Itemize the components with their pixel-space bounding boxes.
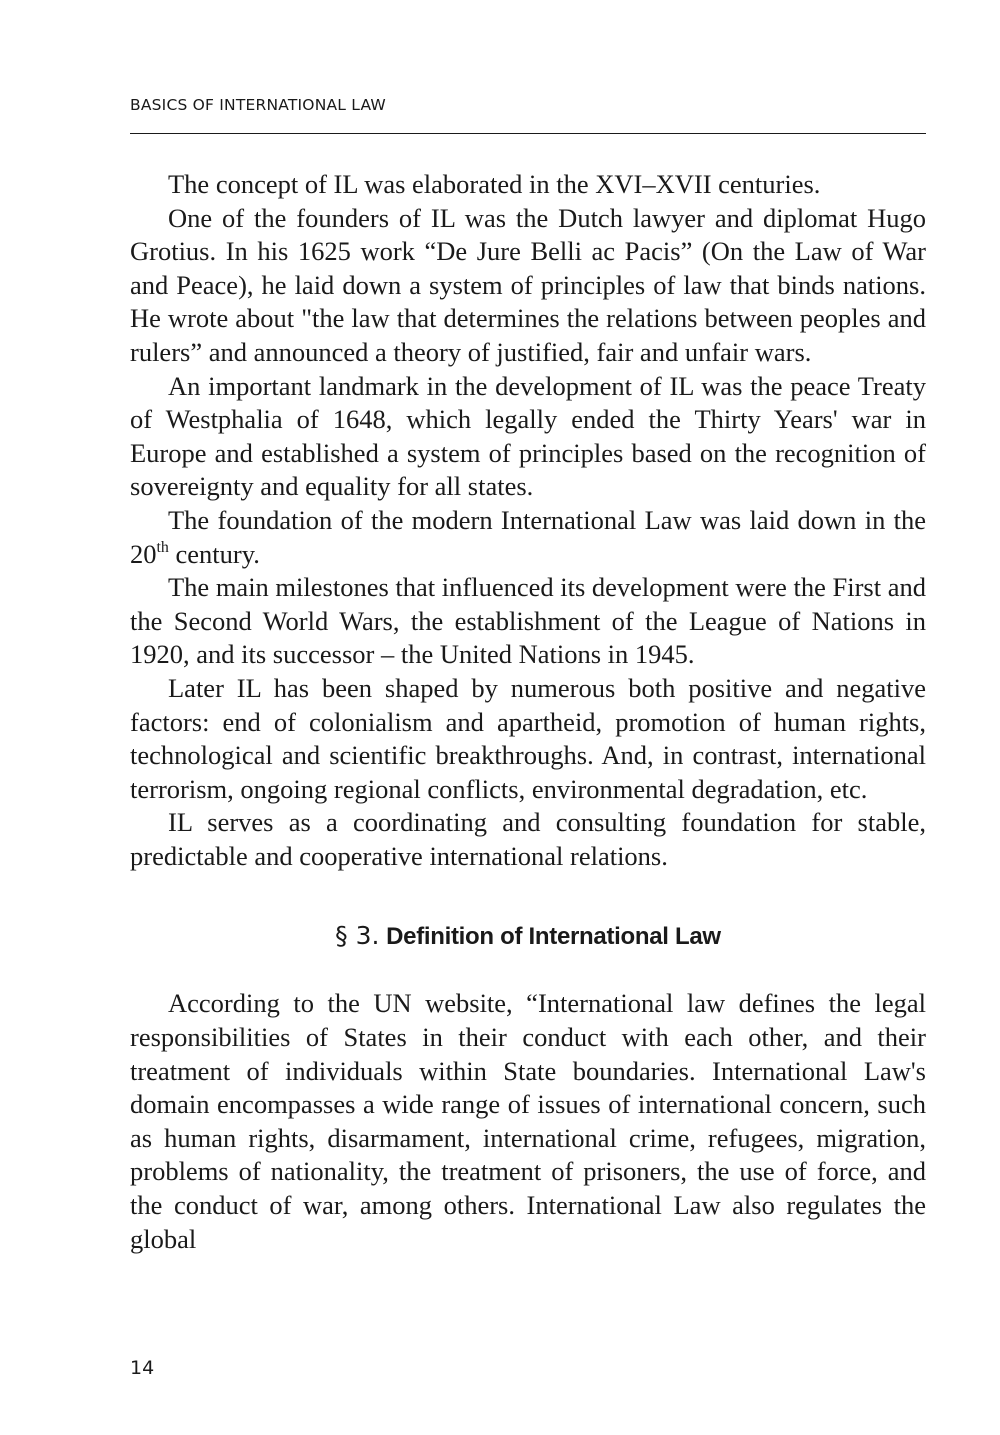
header-rule (130, 133, 926, 134)
section-number: § 3. (335, 921, 380, 951)
paragraph-7: IL serves as a coordinating and consulting foundation for stable, predictable and cooperative international relations. (130, 807, 926, 871)
running-head: BASICS OF INTERNATIONAL LAW (130, 96, 386, 114)
section-heading (130, 920, 926, 952)
paragraph-3: An important landmark in the development of IL was the peace Treaty of Westphalia of 1648, which legally ended the Thirty Years' war in Europe and established a system of principles based on the recognition of sovereignty and equality for all states. (130, 370, 926, 502)
paragraph-6: Later IL has been shaped by numerous both positive and negative factors: end of colonialism and apartheid, promotion of human rights, technological and scientific breakthroughs. And, in contrast, international terrorism, ongoing regional conflicts, environmental degradation, etc. (130, 672, 926, 804)
ordinal-superscript: th (156, 538, 169, 556)
paragraph-4-text-end: century. (168, 538, 260, 569)
section-title: Definition of International Law (386, 923, 721, 951)
page-number: 14 (130, 1357, 155, 1379)
body-text (130, 168, 926, 1256)
paragraph-5: The main milestones that influenced its development were the First and the Second World Wars, the establishment of the League of Nations in 1920, and its successor – the United Nations in 1945. (130, 572, 926, 670)
paragraph-8: According to the UN website, “International law defines the legal responsibilities of States in their conduct with each other, and their treatment of individuals within State boundaries. International Law's domain encompasses a wide range of issues of international concern, such as human rights, disarmament, international crime, refugees, migration, problems of nationality, the treatment of prisoners, the use of force, and the conduct of war, among others. International Law also regulates the global (130, 988, 926, 1254)
paragraph-4-text: The foundation of the modern International Law was laid down in the 20 (130, 504, 926, 569)
paragraph-1: The concept of IL was elaborated in the XVI–XVII centuries. (168, 169, 821, 199)
paragraph-2: One of the founders of IL was the Dutch lawyer and diplomat Hugo Grotius. In his 1625 work “De Jure Belli ac Pacis” (On the Law of War and Peace), he laid down a system of principles of law that binds nations. He wrote about "the law that determines the relations between peoples and rulers” and announced a theory of justified, fair and unfair wars. (130, 202, 926, 367)
paragraph-4 (130, 504, 926, 571)
